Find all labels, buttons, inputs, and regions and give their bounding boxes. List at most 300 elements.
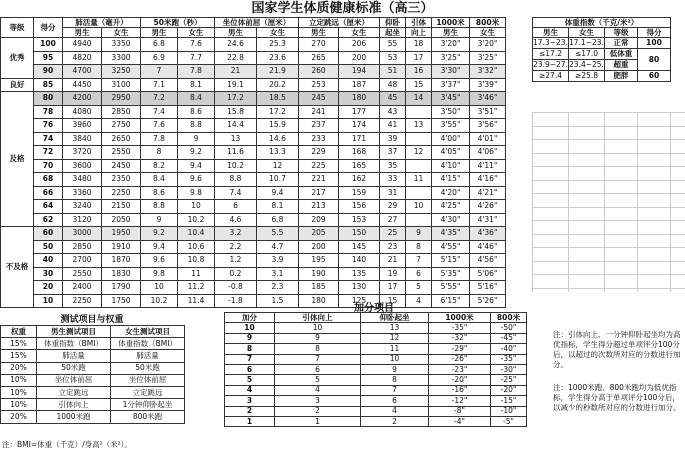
table-cell: 5'06" [470,267,506,281]
table-cell: 1.5 [257,294,299,308]
table-cell: 145 [339,240,380,254]
subheader: 女生 [178,28,215,38]
table-cell: 6.8 [257,213,299,227]
bmi-note: 注：BMI=体重（千克）/身高²（米²）。 [2,440,132,449]
table-cell: 10.8 [178,254,215,268]
bmi-cell: ≤17.2 [533,49,569,60]
table-cell: 130 [339,281,380,295]
table-cell: 180 [299,294,339,308]
table-cell: 20.2 [257,78,299,92]
score-cell: 66 [34,186,63,200]
table-cell: 3'51" [470,105,506,119]
table-cell: 24.6 [215,38,257,52]
bonus-row [225,344,527,354]
table-cell: 171 [339,132,380,146]
table-cell: 39 [380,132,406,146]
table-cell: 9.4 [257,186,299,200]
bonus-cell: -20" [491,385,527,395]
table-cell: 11.6 [215,146,257,160]
table-cell: -0.8 [215,281,257,295]
bonus-cell: 4 [225,385,275,395]
gridline [637,112,638,292]
table-cell: 11 [406,173,432,187]
table-cell: 21 [215,65,257,79]
bmi-cell: ≥27.4 [533,71,569,82]
table-cell: 4'46" [470,240,506,254]
table-cell: 3'50" [432,105,470,119]
weights-cell: 15% [1,338,37,350]
table-cell: 51 [380,65,406,79]
table-cell: 159 [339,186,380,200]
bonus-row [225,375,527,385]
bmi-cell: 17.3~23. [533,38,568,47]
table-cell: 2050 [102,213,141,227]
bmi-cell: ≤17.0 [569,49,605,60]
table-cell: 4'06" [470,146,506,160]
bonus-row [225,354,527,364]
weights-cell: 20% [1,411,37,423]
gridline [532,153,685,154]
table-cell: 3.9 [257,254,299,268]
bonus-cell: 9 [275,333,361,343]
bonus-cell: -26" [429,354,491,364]
table-cell: 5 [406,281,432,295]
table-cell: 221 [299,173,339,187]
table-cell: 15.9 [257,119,299,133]
table-cell: 190 [299,267,339,281]
bonus-header: 引体向上 [275,313,361,323]
weights-cell: 坐位体前屈 [37,374,111,386]
table-cell: 9 [141,213,178,227]
table-cell: 8 [141,146,178,160]
table-cell: 217 [299,186,339,200]
weights-row [1,411,185,423]
bonus-cell: -10" [491,406,527,416]
table-cell: 4'26" [470,200,506,214]
table-cell: 2850 [63,240,102,254]
table-cell: 19.1 [215,78,257,92]
score-cell: 80 [34,92,63,106]
score-cell: 95 [34,51,63,65]
table-cell: 25 [380,227,406,241]
score-cell: 78 [34,105,63,119]
bonus-cell: -23" [429,364,491,374]
table-cell: 2650 [102,132,141,146]
subheader: 女生 [470,28,506,38]
table-cell: 3250 [102,65,141,79]
subheader: 女生 [339,28,380,38]
header-grade: 等级 [1,18,34,38]
bonus-cell: -4" [429,416,491,426]
bonus-cell: -35" [491,354,527,364]
bonus-row [225,416,527,426]
table-cell: 229 [299,146,339,160]
gridline [532,247,685,248]
bonus-cell: -29" [429,344,491,354]
score-row [1,78,506,92]
table-cell: 4'25" [432,200,470,214]
table-cell: 2750 [102,119,141,133]
score-row [1,200,506,214]
bonus-cell: 5 [225,375,275,385]
subheader: 男生 [215,28,257,38]
grade-label: 及格 [1,92,34,227]
bonus-cell: 1 [275,416,361,426]
score-cell: 72 [34,146,63,160]
table-cell: 9.4 [178,159,215,173]
table-cell: 2550 [102,146,141,160]
bonus-cell: 10 [225,323,275,333]
weights-cell: 肺活量 [37,350,111,362]
table-cell: 168 [339,146,380,160]
weights-cell: 引体向上 [37,399,111,411]
gridline [532,126,685,127]
table-cell: 21 [380,254,406,268]
table-cell: 4940 [63,38,102,52]
table-cell: 185 [299,281,339,295]
table-cell: 4'11" [470,159,506,173]
subheader: 女生 [257,28,299,38]
table-cell: 125 [339,294,380,308]
score-cell: 30 [34,267,63,281]
subheader: 女生 [102,28,141,38]
subheader: 向上 [406,28,432,38]
weights-row [1,362,185,374]
table-cell: 3350 [102,38,141,52]
bonus-cell: -30" [491,364,527,374]
table-cell [406,186,432,200]
table-cell: 5.5 [257,227,299,241]
table-cell: 13 [406,119,432,133]
table-cell: 15.8 [215,105,257,119]
table-cell: 12 [257,159,299,173]
gridline [532,288,685,289]
table-cell: 162 [339,173,380,187]
weights-row [1,338,185,350]
bonus-cell: 11 [361,344,429,354]
weights-row [1,386,185,398]
table-cell: 4'00" [432,132,470,146]
score-row [1,92,506,106]
header-pullups: 引体 [406,18,432,28]
bmi-header-female: 女生 [569,28,605,38]
table-cell: 253 [299,78,339,92]
bonus-cell: 6 [225,364,275,374]
table-cell: 5'26" [470,294,506,308]
table-cell: 150 [339,227,380,241]
table-cell: 31 [380,186,406,200]
weights-cell: 800米跑 [111,411,185,423]
table-cell: 156 [339,200,380,214]
bonus-cell: 10 [275,323,361,333]
table-cell: 7.8 [141,132,178,146]
bonus-cell: -40" [491,344,527,354]
score-cell: 50 [34,240,63,254]
score-row [1,119,506,133]
score-cell: 74 [34,132,63,146]
table-cell: 53 [380,51,406,65]
table-cell: 17 [380,281,406,295]
table-cell: 17.2 [257,105,299,119]
table-cell: 4820 [63,51,102,65]
gridline [532,274,685,275]
bmi-cell: 60 [638,71,671,82]
table-cell: 5'15" [432,254,470,268]
bmi-cell: ≥25.8 [569,71,605,82]
score-row [1,105,506,119]
table-cell: 5'35" [432,267,470,281]
table-cell: 10 [406,200,432,214]
score-row [1,267,506,281]
bmi-table [532,17,671,82]
table-cell: 8.8 [215,173,257,187]
bonus-note-high: 注：引体向上、一分钟仰卧起坐均为高优指标，学生得分超过单项评分100分后，以超过的次数所对应的分数进行加分。 [553,330,681,369]
score-cell: 70 [34,159,63,173]
table-cell: 209 [299,213,339,227]
weights-cell: 肺活量 [111,350,185,362]
table-cell: 21.9 [257,65,299,79]
weights-cell: 50米跑 [37,362,111,374]
table-cell: 7.4 [215,186,257,200]
subheader: 男生 [63,28,102,38]
subheader: 起坐 [380,28,406,38]
bonus-row [225,364,527,374]
table-cell: 7 [141,65,178,79]
table-cell: 8.1 [178,78,215,92]
table-cell: 10.6 [178,240,215,254]
gridline [532,207,685,208]
table-cell: 174 [339,119,380,133]
bonus-cell: 9 [361,364,429,374]
table-cell: 41 [380,119,406,133]
table-cell: 9.2 [178,146,215,160]
table-cell: 4'31" [470,213,506,227]
table-cell: 23 [380,240,406,254]
table-cell: 8.1 [257,200,299,214]
table-cell: 3'39" [470,78,506,92]
table-cell: 6 [215,200,257,214]
bonus-table [224,312,527,427]
table-cell: 14.4 [215,119,257,133]
table-cell: 4080 [63,105,102,119]
bonus-cell: 7 [275,354,361,364]
gridline [532,166,685,167]
table-cell: 9.2 [141,227,178,241]
table-cell: 9.6 [178,173,215,187]
table-cell: 165 [339,159,380,173]
bonus-row [225,396,527,406]
table-cell: 245 [299,92,339,106]
table-cell: 7.1 [141,78,178,92]
table-cell: 3600 [63,159,102,173]
table-cell: 3'20" [432,38,470,52]
table-cell: 1950 [102,227,141,241]
table-cell: 23.6 [257,51,299,65]
table-cell: 3480 [63,173,102,187]
table-cell: 9.8 [178,186,215,200]
table-cell: 1830 [102,267,141,281]
weights-header: 权重 [1,326,37,338]
table-cell: 0.2 [215,267,257,281]
table-cell: 2550 [63,267,102,281]
table-cell: 7.6 [178,38,215,52]
weights-header: 女生测试项目 [111,326,185,338]
bonus-cell: -12" [429,396,491,406]
score-row [1,65,506,79]
table-cell: 15 [380,294,406,308]
gridline [532,139,685,140]
weights-header: 男生测试项目 [37,326,111,338]
bonus-cell: 6 [275,364,361,374]
table-cell: 8.6 [141,186,178,200]
header-1000m: 1000米 [432,18,470,28]
gridline [604,112,605,292]
table-cell: 2700 [63,254,102,268]
bonus-cell: -35" [429,323,491,333]
table-cell: 11 [178,267,215,281]
table-cell: 194 [339,65,380,79]
table-cell: 35 [380,159,406,173]
table-cell: 4'10" [432,159,470,173]
table-cell: 2.2 [215,240,257,254]
table-cell: 135 [339,267,380,281]
table-cell: 10.7 [257,173,299,187]
score-cell: 40 [34,254,63,268]
table-cell: 3'30" [432,65,470,79]
bonus-cell: 3 [275,396,361,406]
table-cell: 3'25" [432,51,470,65]
bonus-title: 加分项目 [354,303,394,314]
table-cell: 5'16" [470,281,506,295]
grade-label: 不及格 [1,227,34,308]
table-cell: 11.2 [178,281,215,295]
weights-cell: 20% [1,362,37,374]
table-cell: 1.2 [215,254,257,268]
gridline [532,220,685,221]
table-cell: 4'56" [470,254,506,268]
table-cell: 10.4 [178,227,215,241]
bonus-cell: 7 [361,385,429,395]
subheader: 男生 [299,28,339,38]
score-cell: 62 [34,213,63,227]
page-title: 国家学生体质健康标准（高三） [251,1,434,16]
table-cell: 1870 [102,254,141,268]
score-cell: 90 [34,65,63,79]
empty-grid-area [532,112,685,292]
table-cell: 15 [406,78,432,92]
header-long-jump: 立定跳远（厘米） [299,18,380,28]
bonus-cell: 2 [275,406,361,416]
bonus-row [225,406,527,416]
bonus-cell: 7 [225,354,275,364]
bonus-cell: 10 [361,354,429,364]
weights-cell: 1分钟仰卧起坐 [111,399,185,411]
table-cell: 3'56" [470,119,506,133]
bonus-cell: 8 [361,375,429,385]
bonus-cell: 5 [275,375,361,385]
table-cell: 3'25" [470,51,506,65]
table-cell: 37 [380,146,406,160]
gridline [532,180,685,181]
bonus-cell: 6 [361,396,429,406]
header-situps: 仰卧 [380,18,406,28]
table-cell: 225 [299,159,339,173]
bonus-row [225,333,527,343]
score-row [1,173,506,187]
bmi-cell: 正常 [605,38,638,49]
score-cell: 85 [34,78,63,92]
table-cell: 29 [380,200,406,214]
table-cell: 13.3 [257,146,299,160]
weights-cell: 10% [1,399,37,411]
gridline [532,261,685,262]
header-sit-reach: 坐位体前屈（厘米） [215,18,299,28]
table-cell: 2250 [63,294,102,308]
table-cell: 2850 [102,105,141,119]
grade-label: 优秀 [1,38,34,79]
table-cell: 3'55" [432,119,470,133]
table-cell: 3840 [63,132,102,146]
weights-table [0,325,185,424]
table-cell: 4'30" [432,213,470,227]
table-cell: 153 [339,213,380,227]
table-cell: 9 [178,132,215,146]
table-cell: 4'20" [432,186,470,200]
bonus-cell: -5" [491,416,527,426]
bonus-cell: -32" [429,333,491,343]
gridline [670,112,671,292]
table-cell: 6.8 [141,38,178,52]
weights-cell: 立定跳远 [111,386,185,398]
bonus-header: 1000米 [429,313,491,323]
table-cell: 8.4 [178,92,215,106]
bmi-cell: 超重 [605,60,638,71]
bonus-cell: 4 [361,406,429,416]
table-cell: 12 [406,146,432,160]
header-800m: 800米 [470,18,506,28]
weights-row [1,399,185,411]
table-cell: 3960 [63,119,102,133]
table-cell: -1.8 [215,294,257,308]
bmi-cell: 100 [638,38,671,49]
table-cell: 2.3 [257,281,299,295]
score-row [1,146,506,160]
bonus-row [225,323,527,333]
table-cell: 4'21" [470,186,506,200]
table-cell: 8.8 [178,119,215,133]
score-cell: 10 [34,294,63,308]
score-row [1,281,506,295]
grade-label: 良好 [1,78,34,92]
table-cell: 43 [380,105,406,119]
table-cell: 3120 [63,213,102,227]
score-cell: 76 [34,119,63,133]
table-cell: 3'45" [432,92,470,106]
table-cell [406,213,432,227]
bonus-row [225,385,527,395]
table-cell: 3300 [102,51,141,65]
table-cell: 10.2 [215,159,257,173]
table-cell: 213 [299,200,339,214]
table-cell: 177 [339,105,380,119]
weights-cell: 50米跑 [111,362,185,374]
table-cell: 6.9 [141,51,178,65]
table-cell: 233 [299,132,339,146]
table-cell: 7.8 [178,65,215,79]
gridline [532,234,685,235]
table-cell: 4700 [63,65,102,79]
score-row [1,132,506,146]
